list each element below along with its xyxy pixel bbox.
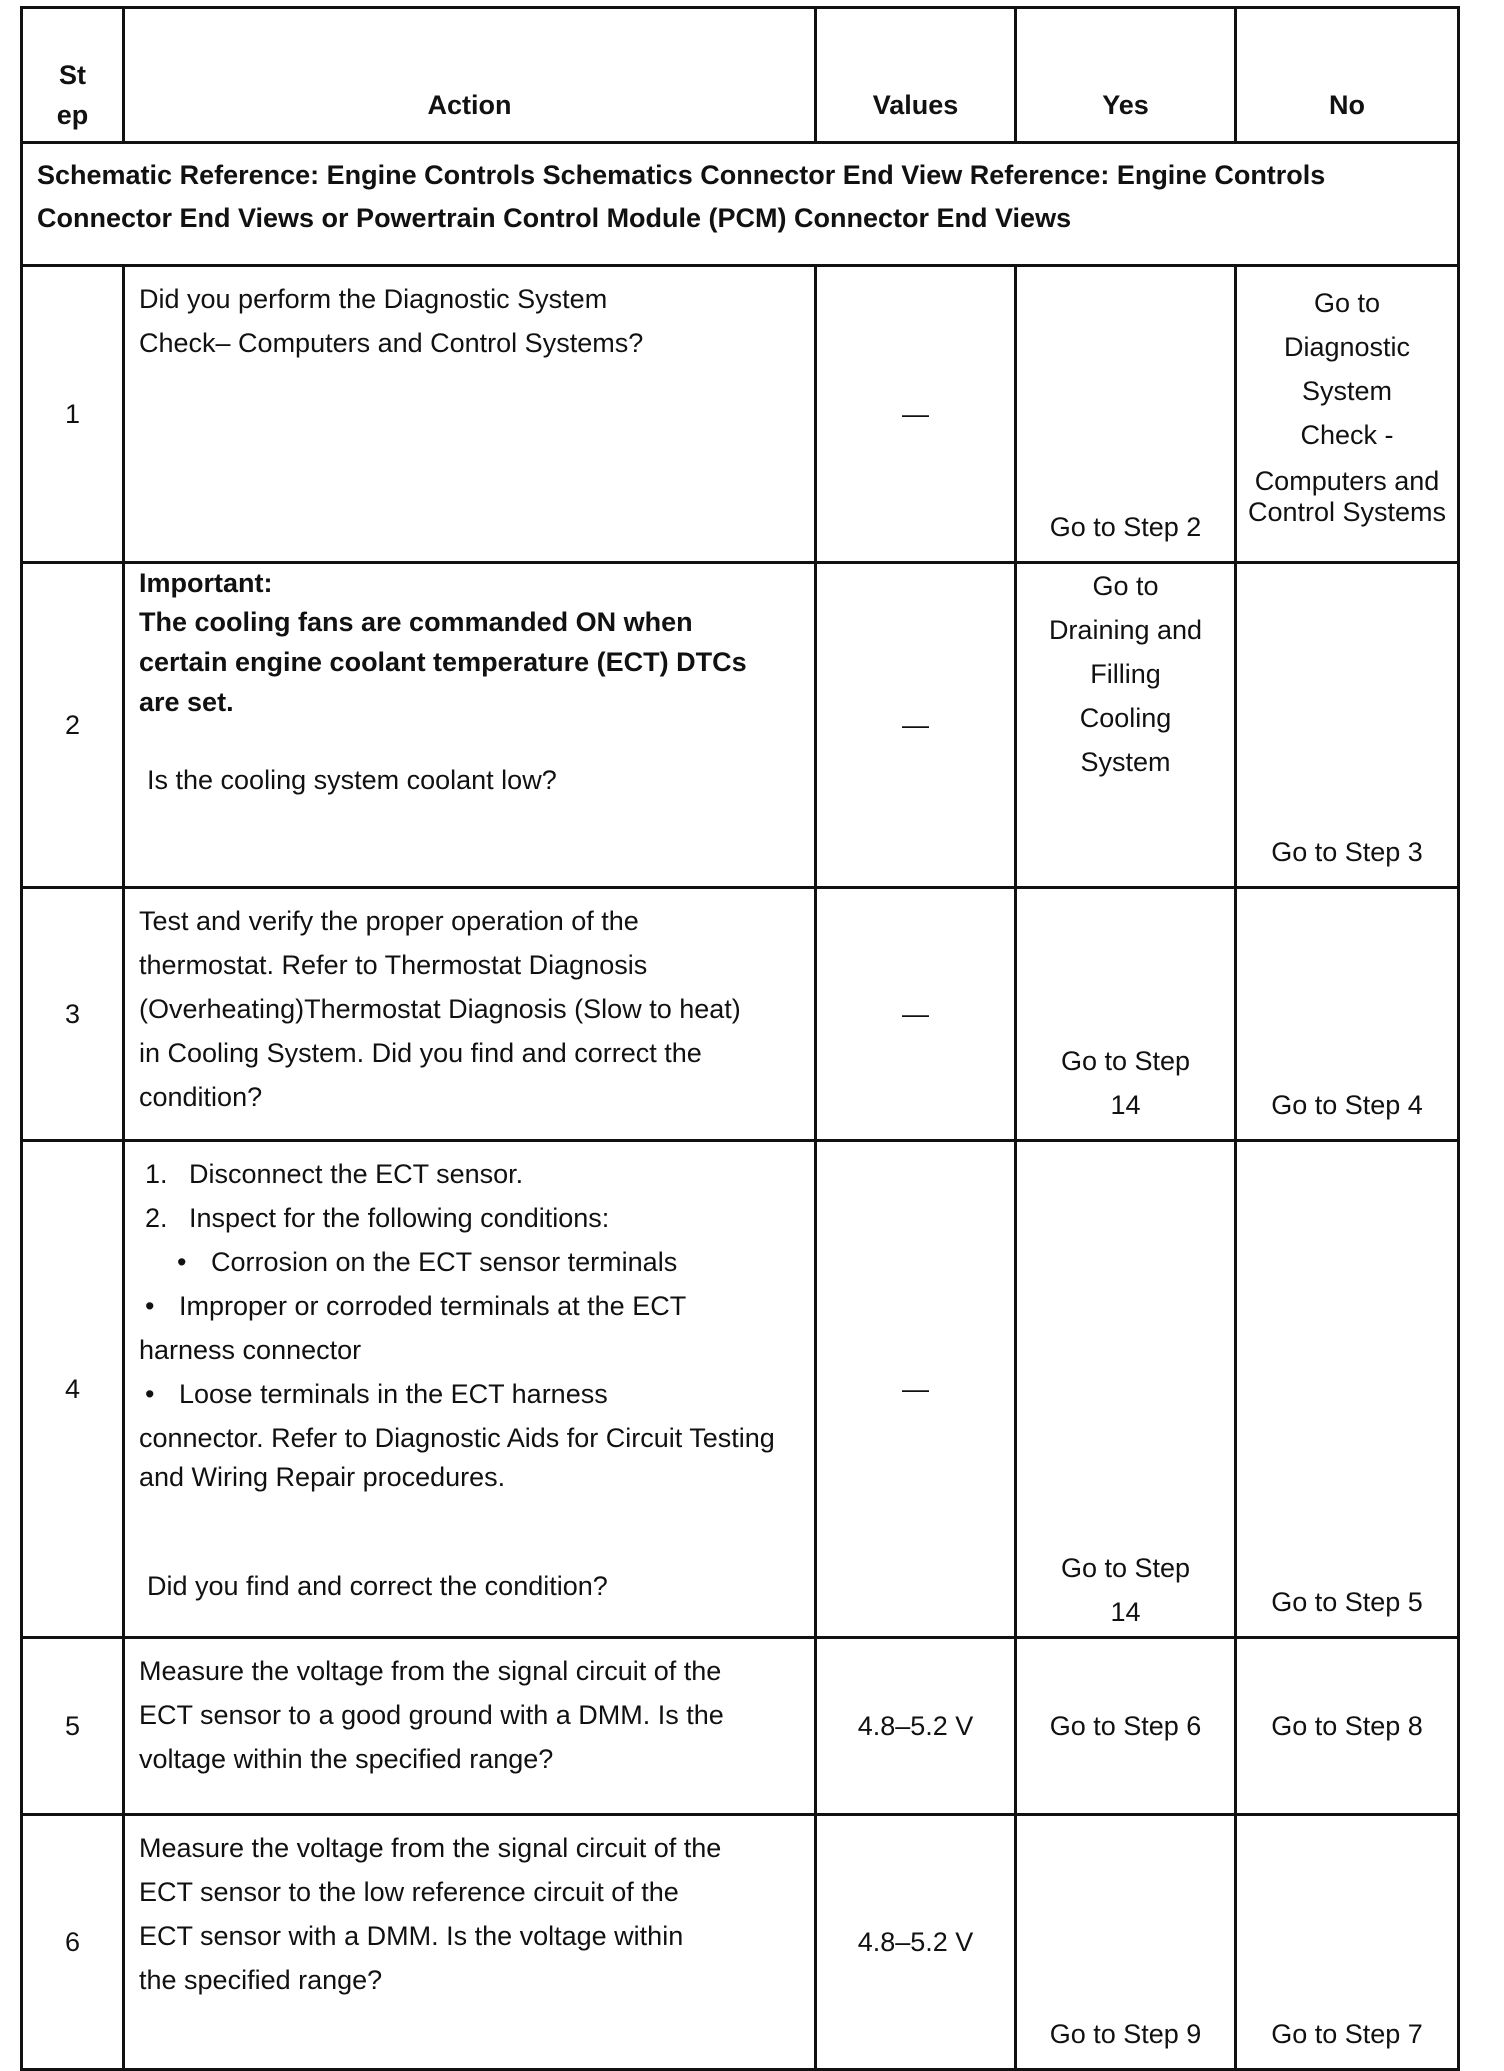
- step-number: 1: [22, 266, 124, 563]
- action-line: ECT sensor to the low reference circuit of the: [139, 1877, 679, 1907]
- action-line: thermostat. Refer to Thermostat Diagnosis: [139, 950, 648, 980]
- header-step-line1: St: [59, 60, 86, 90]
- action-line: condition?: [139, 1082, 263, 1112]
- yes-cell: [1016, 1815, 1236, 2070]
- no-line: Control Systems: [1247, 497, 1447, 527]
- action-line: Did you perform the Diagnostic System: [139, 284, 608, 314]
- values-cell: —: [816, 563, 1016, 888]
- bullet-item: [139, 1284, 800, 1328]
- no-link[interactable]: Go to Step 4: [1271, 1090, 1423, 1120]
- action-cell: [124, 1815, 816, 2070]
- yes-link[interactable]: Go to Step 6: [1049, 1711, 1202, 1741]
- yes-link[interactable]: Go to Step 2: [1049, 512, 1202, 542]
- yes-cell: [1016, 563, 1236, 888]
- action-line: the specified range?: [139, 1965, 383, 1995]
- yes-line: Go to Step: [1060, 1046, 1191, 1076]
- yes-line: Go to Step: [1060, 1553, 1191, 1583]
- table-row: [22, 266, 1459, 563]
- schematic-reference: [22, 143, 1459, 266]
- action-line: (Overheating)Thermostat Diagnosis (Slow to heat): [139, 994, 741, 1024]
- table-row: [22, 1638, 1459, 1815]
- bullet-text: connector. Refer to Diagnostic Aids for Circuit Testing: [139, 1423, 775, 1453]
- no-link[interactable]: Go to Step 3: [1271, 837, 1423, 867]
- yes-link[interactable]: Go to Step 9: [1049, 2019, 1202, 2049]
- yes-cell: [1016, 888, 1236, 1141]
- bullet-text: and Wiring Repair procedures.: [139, 1462, 506, 1492]
- action-cell: [124, 888, 816, 1141]
- table-row: [22, 1141, 1459, 1638]
- bullet-text: Corrosion on the ECT sensor terminals: [211, 1247, 678, 1277]
- reference-line: Schematic Reference: Engine Controls Schematics Connector End View Reference: Engine Controls: [37, 160, 1326, 190]
- no-link[interactable]: Go to Step 8: [1271, 1711, 1423, 1741]
- yes-link[interactable]: [1017, 564, 1234, 784]
- step-number: 5: [22, 1638, 124, 1815]
- no-cell: [1236, 266, 1459, 563]
- step-number: 4: [22, 1141, 124, 1638]
- yes-line: Draining and: [1048, 615, 1203, 645]
- action-question: Is the cooling system coolant low?: [147, 765, 557, 795]
- yes-line: Filling: [1090, 659, 1161, 689]
- important-text: are set.: [139, 687, 234, 717]
- bullet-text: Improper or corroded terminals at the ECT: [179, 1291, 687, 1321]
- no-link[interactable]: Go to Step 5: [1271, 1587, 1423, 1617]
- list-number: 2.: [145, 1203, 168, 1233]
- no-line: Check -: [1300, 420, 1394, 450]
- table-row: [22, 888, 1459, 1141]
- yes-line: Go to: [1092, 571, 1159, 601]
- action-cell: [124, 563, 816, 888]
- list-number: 1.: [145, 1159, 168, 1189]
- header-step-line2: ep: [56, 100, 89, 130]
- important-label: Important:: [139, 568, 273, 598]
- header-action: Action: [124, 8, 816, 143]
- diagnostic-table: [20, 6, 1460, 2071]
- no-line: Go to: [1313, 288, 1381, 318]
- action-cell: [124, 1638, 816, 1815]
- action-line: Measure the voltage from the signal circuit of the: [139, 1833, 722, 1863]
- yes-cell: [1016, 266, 1236, 563]
- reference-line: Connector End Views or Powertrain Control Module (PCM) Connector End Views: [37, 203, 1072, 233]
- no-link[interactable]: Go to Step 7: [1271, 2019, 1423, 2049]
- no-cell: [1236, 888, 1459, 1141]
- no-line: Computers and: [1254, 466, 1440, 496]
- bullet-item: [139, 1372, 800, 1416]
- no-cell: [1236, 563, 1459, 888]
- values-cell: 4.8–5.2 V: [816, 1815, 1016, 2070]
- sub-bullet-item: [139, 1240, 800, 1284]
- list-item: [139, 1152, 800, 1196]
- header-yes: Yes: [1016, 8, 1236, 143]
- no-cell: [1236, 1141, 1459, 1638]
- action-line: Measure the voltage from the signal circuit of the: [139, 1656, 722, 1686]
- action-line: Check– Computers and Control Systems?: [139, 328, 644, 358]
- header-row: [22, 8, 1459, 143]
- action-cell: [124, 1141, 816, 1638]
- no-link[interactable]: [1237, 267, 1457, 527]
- no-cell: [1236, 1815, 1459, 2070]
- no-line: System: [1301, 376, 1393, 406]
- header-values: Values: [816, 8, 1016, 143]
- yes-link[interactable]: [1017, 1039, 1234, 1127]
- yes-line: System: [1080, 747, 1171, 777]
- header-step: [22, 8, 124, 143]
- yes-cell: [1016, 1141, 1236, 1638]
- action-line: voltage within the specified range?: [139, 1744, 554, 1774]
- step-number: 3: [22, 888, 124, 1141]
- list-text: Inspect for the following conditions:: [189, 1203, 610, 1233]
- action-line: Test and verify the proper operation of the: [139, 906, 639, 936]
- table-row: [22, 563, 1459, 888]
- yes-cell: [1016, 1638, 1236, 1815]
- values-cell: 4.8–5.2 V: [816, 1638, 1016, 1815]
- step-number: 6: [22, 1815, 124, 2070]
- important-text: The cooling fans are commanded ON when: [139, 607, 693, 637]
- bullet-text: harness connector: [139, 1335, 362, 1365]
- important-text: certain engine coolant temperature (ECT) DTCs: [139, 647, 747, 677]
- yes-line: 14: [1110, 1090, 1141, 1120]
- no-line: Diagnostic: [1283, 332, 1411, 362]
- yes-link[interactable]: [1017, 1546, 1234, 1634]
- reference-row: [22, 143, 1459, 266]
- action-line: in Cooling System. Did you find and correct the: [139, 1038, 702, 1068]
- step-number: 2: [22, 563, 124, 888]
- yes-line: Cooling: [1079, 703, 1172, 733]
- action-line: ECT sensor with a DMM. Is the voltage within: [139, 1921, 684, 1951]
- action-question: Did you find and correct the condition?: [147, 1571, 608, 1601]
- no-cell: [1236, 1638, 1459, 1815]
- values-cell: —: [816, 1141, 1016, 1638]
- bullet-icon: •: [145, 1379, 155, 1409]
- bullet-icon: •: [145, 1291, 155, 1321]
- values-cell: —: [816, 266, 1016, 563]
- bullet-text: Loose terminals in the ECT harness: [179, 1379, 608, 1409]
- action-line: ECT sensor to a good ground with a DMM. Is the: [139, 1700, 724, 1730]
- bullet-icon: •: [177, 1247, 187, 1277]
- values-cell: —: [816, 888, 1016, 1141]
- list-item: [139, 1196, 800, 1240]
- table-row: [22, 1815, 1459, 2070]
- list-text: Disconnect the ECT sensor.: [189, 1159, 524, 1189]
- action-cell: [124, 266, 816, 563]
- yes-line: 14: [1110, 1597, 1141, 1627]
- header-no: No: [1236, 8, 1459, 143]
